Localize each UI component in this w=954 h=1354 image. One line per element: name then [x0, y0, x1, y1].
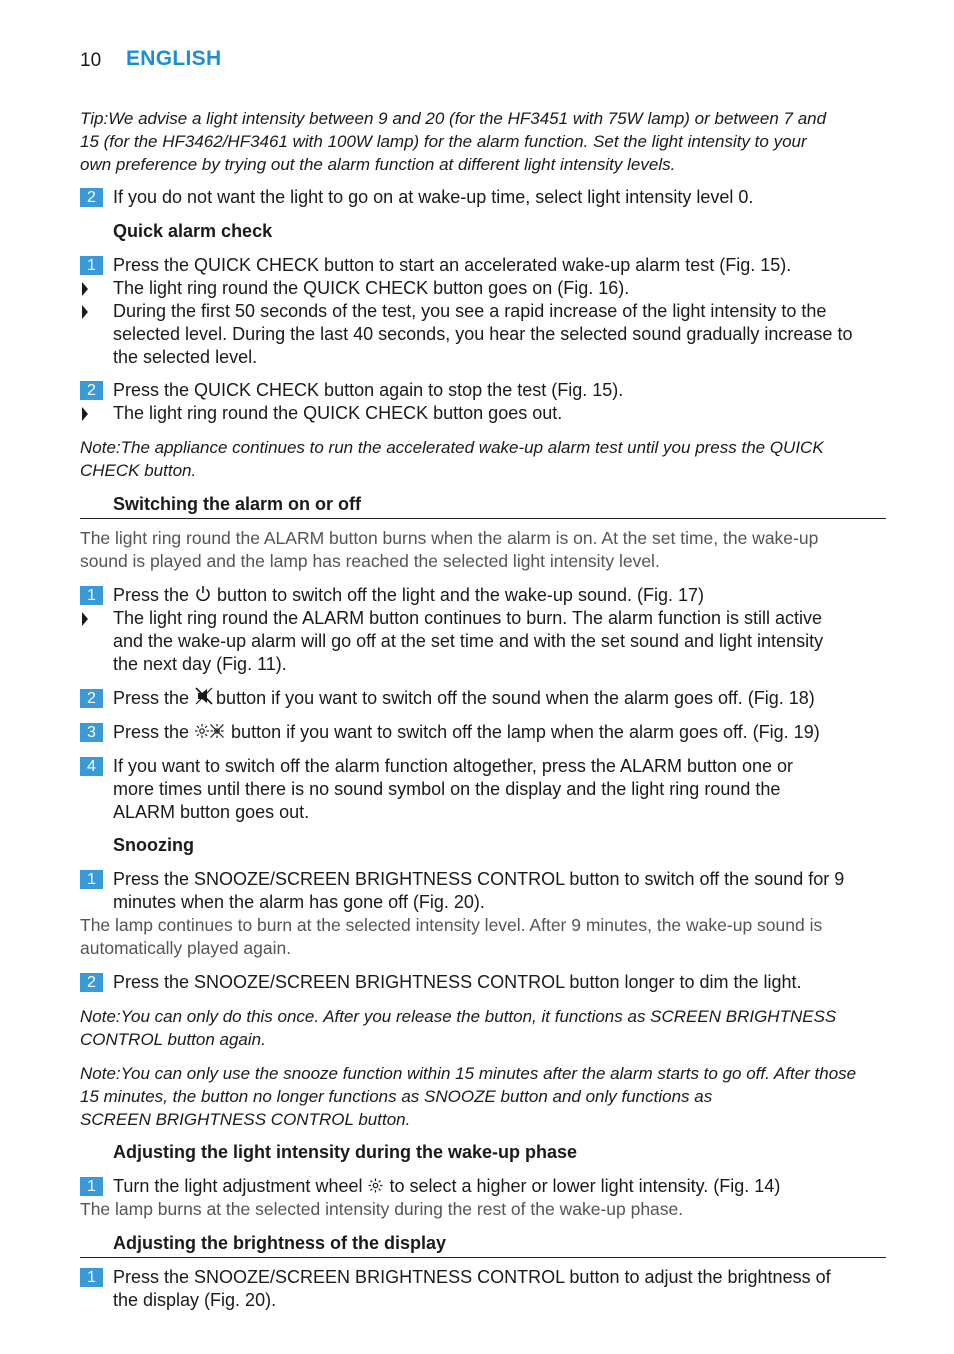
step-text-post: button if you want to switch off the lamp when the alarm goes off. (Fig. 19): [231, 722, 820, 742]
step-text-post: to select a higher or lower light intensity. (Fig. 14): [389, 1176, 781, 1196]
step-text-post: button if you want to switch off the sound when the alarm goes off. (Fig. 18): [216, 688, 815, 708]
step-number-badge: 2: [80, 973, 103, 992]
step-text: [113, 687, 815, 711]
step-number-badge: 2: [80, 689, 103, 708]
section-heading: Adjusting the brightness of the display: [113, 1233, 447, 1253]
bullet-arrow-icon: [82, 407, 88, 421]
section-divider: [80, 518, 886, 519]
step-number-badge: 1: [80, 1177, 103, 1196]
bullet-text: The light ring round the ALARM button continues to burn. The alarm function is still active: [113, 608, 823, 628]
body-text: The lamp continues to burn at the selected intensity level. After 9 minutes, the wake-up sound is: [80, 915, 823, 935]
tip-line: 15 (for the HF3462/HF3461 with 100W lamp) for the alarm function. Set the light intensity to your: [80, 132, 807, 151]
bullet-arrow-icon: [82, 282, 88, 296]
note-line: CONTROL button again.: [80, 1030, 266, 1049]
step-text: ALARM button goes out.: [113, 802, 310, 822]
body-text: The lamp burns at the selected intensity during the rest of the wake-up phase.: [80, 1199, 684, 1219]
step-text: [113, 721, 820, 745]
sound-off-icon: [195, 687, 213, 711]
tip-line: Tip:We advise a light intensity between 9 and 20 (for the HF3451 with 75W lamp) or between 7 and: [80, 109, 827, 128]
section-language: ENGLISH: [126, 47, 222, 70]
step-text: If you do not want the light to go on at wake-up time, select light intensity level 0.: [113, 187, 754, 207]
step-text-pre: Press the: [113, 585, 190, 605]
note-line: Note:You can only use the snooze function within 15 minutes after the alarm starts to go off. After those: [80, 1064, 857, 1083]
step-text-pre: Press the: [113, 688, 190, 708]
bullet-text: The light ring round the QUICK CHECK button goes out.: [113, 403, 563, 423]
step-text-pre: Press the: [113, 722, 190, 742]
step-text-post: button to switch off the light and the wake-up sound. (Fig. 17): [217, 585, 705, 605]
step-number-badge: 3: [80, 723, 103, 742]
step-number-badge: 2: [80, 381, 103, 400]
section-divider: [80, 1257, 886, 1258]
step-text: Press the SNOOZE/SCREEN BRIGHTNESS CONTROL button longer to dim the light.: [113, 972, 802, 992]
step-text: Press the QUICK CHECK button again to stop the test (Fig. 15).: [113, 380, 624, 400]
bullet-text: the selected level.: [113, 347, 258, 367]
body-text: automatically played again.: [80, 938, 292, 958]
step-text: minutes when the alarm has gone off (Fig. 20).: [113, 892, 485, 912]
note-line: 15 minutes, the button no longer functions as SNOOZE button and only functions as: [80, 1087, 713, 1106]
bullet-text: selected level. During the last 40 seconds, you hear the selected sound gradually increase to: [113, 324, 853, 344]
page-number: 10: [80, 50, 102, 71]
bullet-text: During the first 50 seconds of the test, you see a rapid increase of the light intensity to the: [113, 301, 827, 321]
step-number-badge: 1: [80, 1268, 103, 1287]
step-text: Press the QUICK CHECK button to start an accelerated wake-up alarm test (Fig. 15).: [113, 255, 792, 275]
step-text: Press the SNOOZE/SCREEN BRIGHTNESS CONTROL button to adjust the brightness of: [113, 1267, 831, 1287]
section-heading: Snoozing: [113, 835, 194, 855]
bullet-arrow-icon: [82, 305, 88, 319]
step-number-badge: 1: [80, 256, 103, 275]
lamp-off-icon: [195, 722, 225, 745]
section-heading: Adjusting the light intensity during the wake-up phase: [113, 1142, 578, 1162]
note-line: SCREEN BRIGHTNESS CONTROL button.: [80, 1110, 411, 1129]
step-number-badge: 2: [80, 188, 103, 207]
step-text-pre: Turn the light adjustment wheel: [113, 1176, 363, 1196]
bullet-arrow-icon: [82, 612, 88, 626]
bullet-text: and the wake-up alarm will go off at the set time and with the set sound and light intensity: [113, 631, 824, 651]
step-number-badge: 1: [80, 586, 103, 605]
body-text: sound is played and the lamp has reached the selected light intensity level.: [80, 551, 660, 571]
step-text: Press the SNOOZE/SCREEN BRIGHTNESS CONTROL button to switch off the sound for 9: [113, 869, 845, 889]
note-line: CHECK button.: [80, 461, 197, 480]
note-line: Note:The appliance continues to run the accelerated wake-up alarm test until you press the QUICK: [80, 438, 824, 457]
step-text: the display (Fig. 20).: [113, 1290, 277, 1310]
step-number-badge: 1: [80, 870, 103, 889]
body-text: The light ring round the ALARM button burns when the alarm is on. At the set time, the wake-up: [80, 528, 819, 548]
power-icon: [195, 585, 211, 608]
section-heading: Quick alarm check: [113, 221, 273, 241]
note-line: Note:You can only do this once. After you release the button, it functions as SCREEN BRIGHTNESS: [80, 1007, 837, 1026]
bullet-text: the next day (Fig. 11).: [113, 654, 287, 674]
step-text: [113, 1175, 780, 1199]
step-text: [113, 584, 704, 608]
step-text: If you want to switch off the alarm function altogether, press the ALARM button one or: [113, 756, 794, 776]
section-heading: Switching the alarm on or off: [113, 494, 362, 514]
tip-line: own preference by trying out the alarm function at different light intensity levels.: [80, 155, 676, 174]
step-number-badge: 4: [80, 757, 103, 776]
sun-icon: [368, 1176, 383, 1199]
bullet-text: The light ring round the QUICK CHECK button goes on (Fig. 16).: [113, 278, 630, 298]
step-text: more times until there is no sound symbol on the display and the light ring round the: [113, 779, 781, 799]
